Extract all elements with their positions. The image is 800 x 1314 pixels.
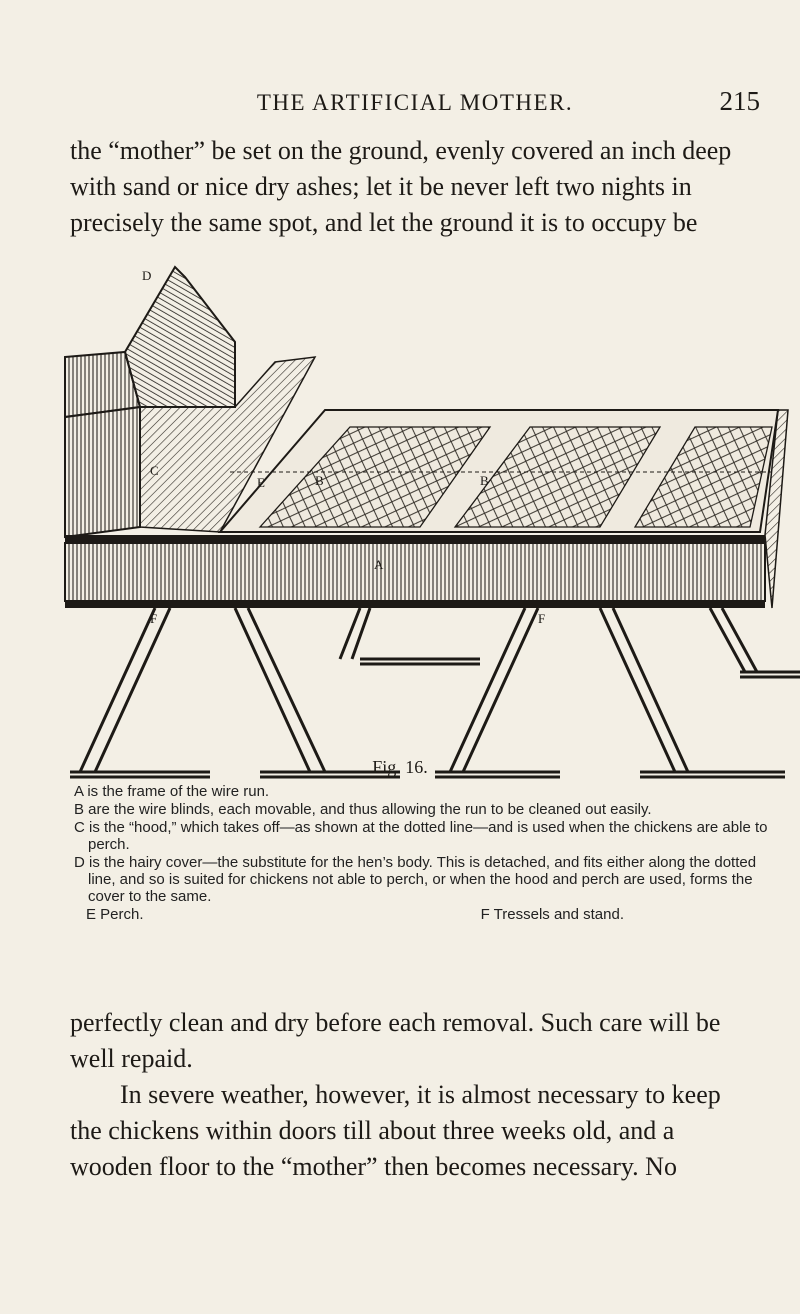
label-d: D xyxy=(142,268,152,283)
legend-a: A is the frame of the wire run. xyxy=(74,783,270,800)
text-line: the chickens within doors till about three weeks old, and a xyxy=(70,1116,675,1145)
tressels xyxy=(70,608,800,777)
bottom-text xyxy=(70,1005,770,1185)
top-paragraph xyxy=(70,133,770,241)
figure-caption: Fig. 16. xyxy=(372,757,428,777)
legend-f: F Tressels and stand. xyxy=(480,906,624,923)
figure-legend xyxy=(74,783,774,923)
legend-b: B are the wire blinds, each movable, and thus allowing the run to be cleaned out easily. xyxy=(74,801,652,818)
label-f-right: F xyxy=(538,611,546,626)
label-b-right: B xyxy=(480,473,489,488)
text-line: In severe weather, however, it is almost necessary to keep xyxy=(120,1080,721,1109)
label-e: E xyxy=(257,475,265,490)
label-f-left: F xyxy=(150,611,158,626)
page-header xyxy=(70,86,760,120)
wire-run-top xyxy=(220,410,778,532)
text-line: well repaid. xyxy=(70,1044,193,1073)
legend-c: C is the “hood,” which takes off—as shown at the dotted line—and is used when the chickens are able to perch. xyxy=(74,819,768,853)
figure-artificial-mother xyxy=(60,247,800,802)
text-line: with sand or nice dry ashes; let it be never left two nights in xyxy=(70,172,692,201)
label-c: C xyxy=(150,463,159,478)
legend-e-f xyxy=(74,906,774,923)
text-line: the “mother” be set on the ground, evenly covered an inch deep xyxy=(70,136,732,165)
page-number: 215 xyxy=(719,86,760,116)
engraving-illustration xyxy=(60,247,800,802)
text-line: precisely the same spot, and let the ground it is to occupy be xyxy=(70,208,698,237)
text-line: perfectly clean and dry before each removal. Such care will be xyxy=(70,1008,721,1037)
text-line: wooden floor to the “mother” then becomes necessary. No xyxy=(70,1152,677,1181)
running-title: THE ARTIFICIAL MOTHER. xyxy=(256,90,574,115)
label-a: A xyxy=(374,557,384,572)
label-b-left: B xyxy=(315,473,324,488)
legend-e: E Perch. xyxy=(86,906,144,923)
legend-d: D is the hairy cover—the substitute for the hen’s body. This is detached, and fits either along the dotted line, and so is suited for chickens not able to perch, or when the hood and perch are used, forms the cover to the same. xyxy=(74,854,757,905)
